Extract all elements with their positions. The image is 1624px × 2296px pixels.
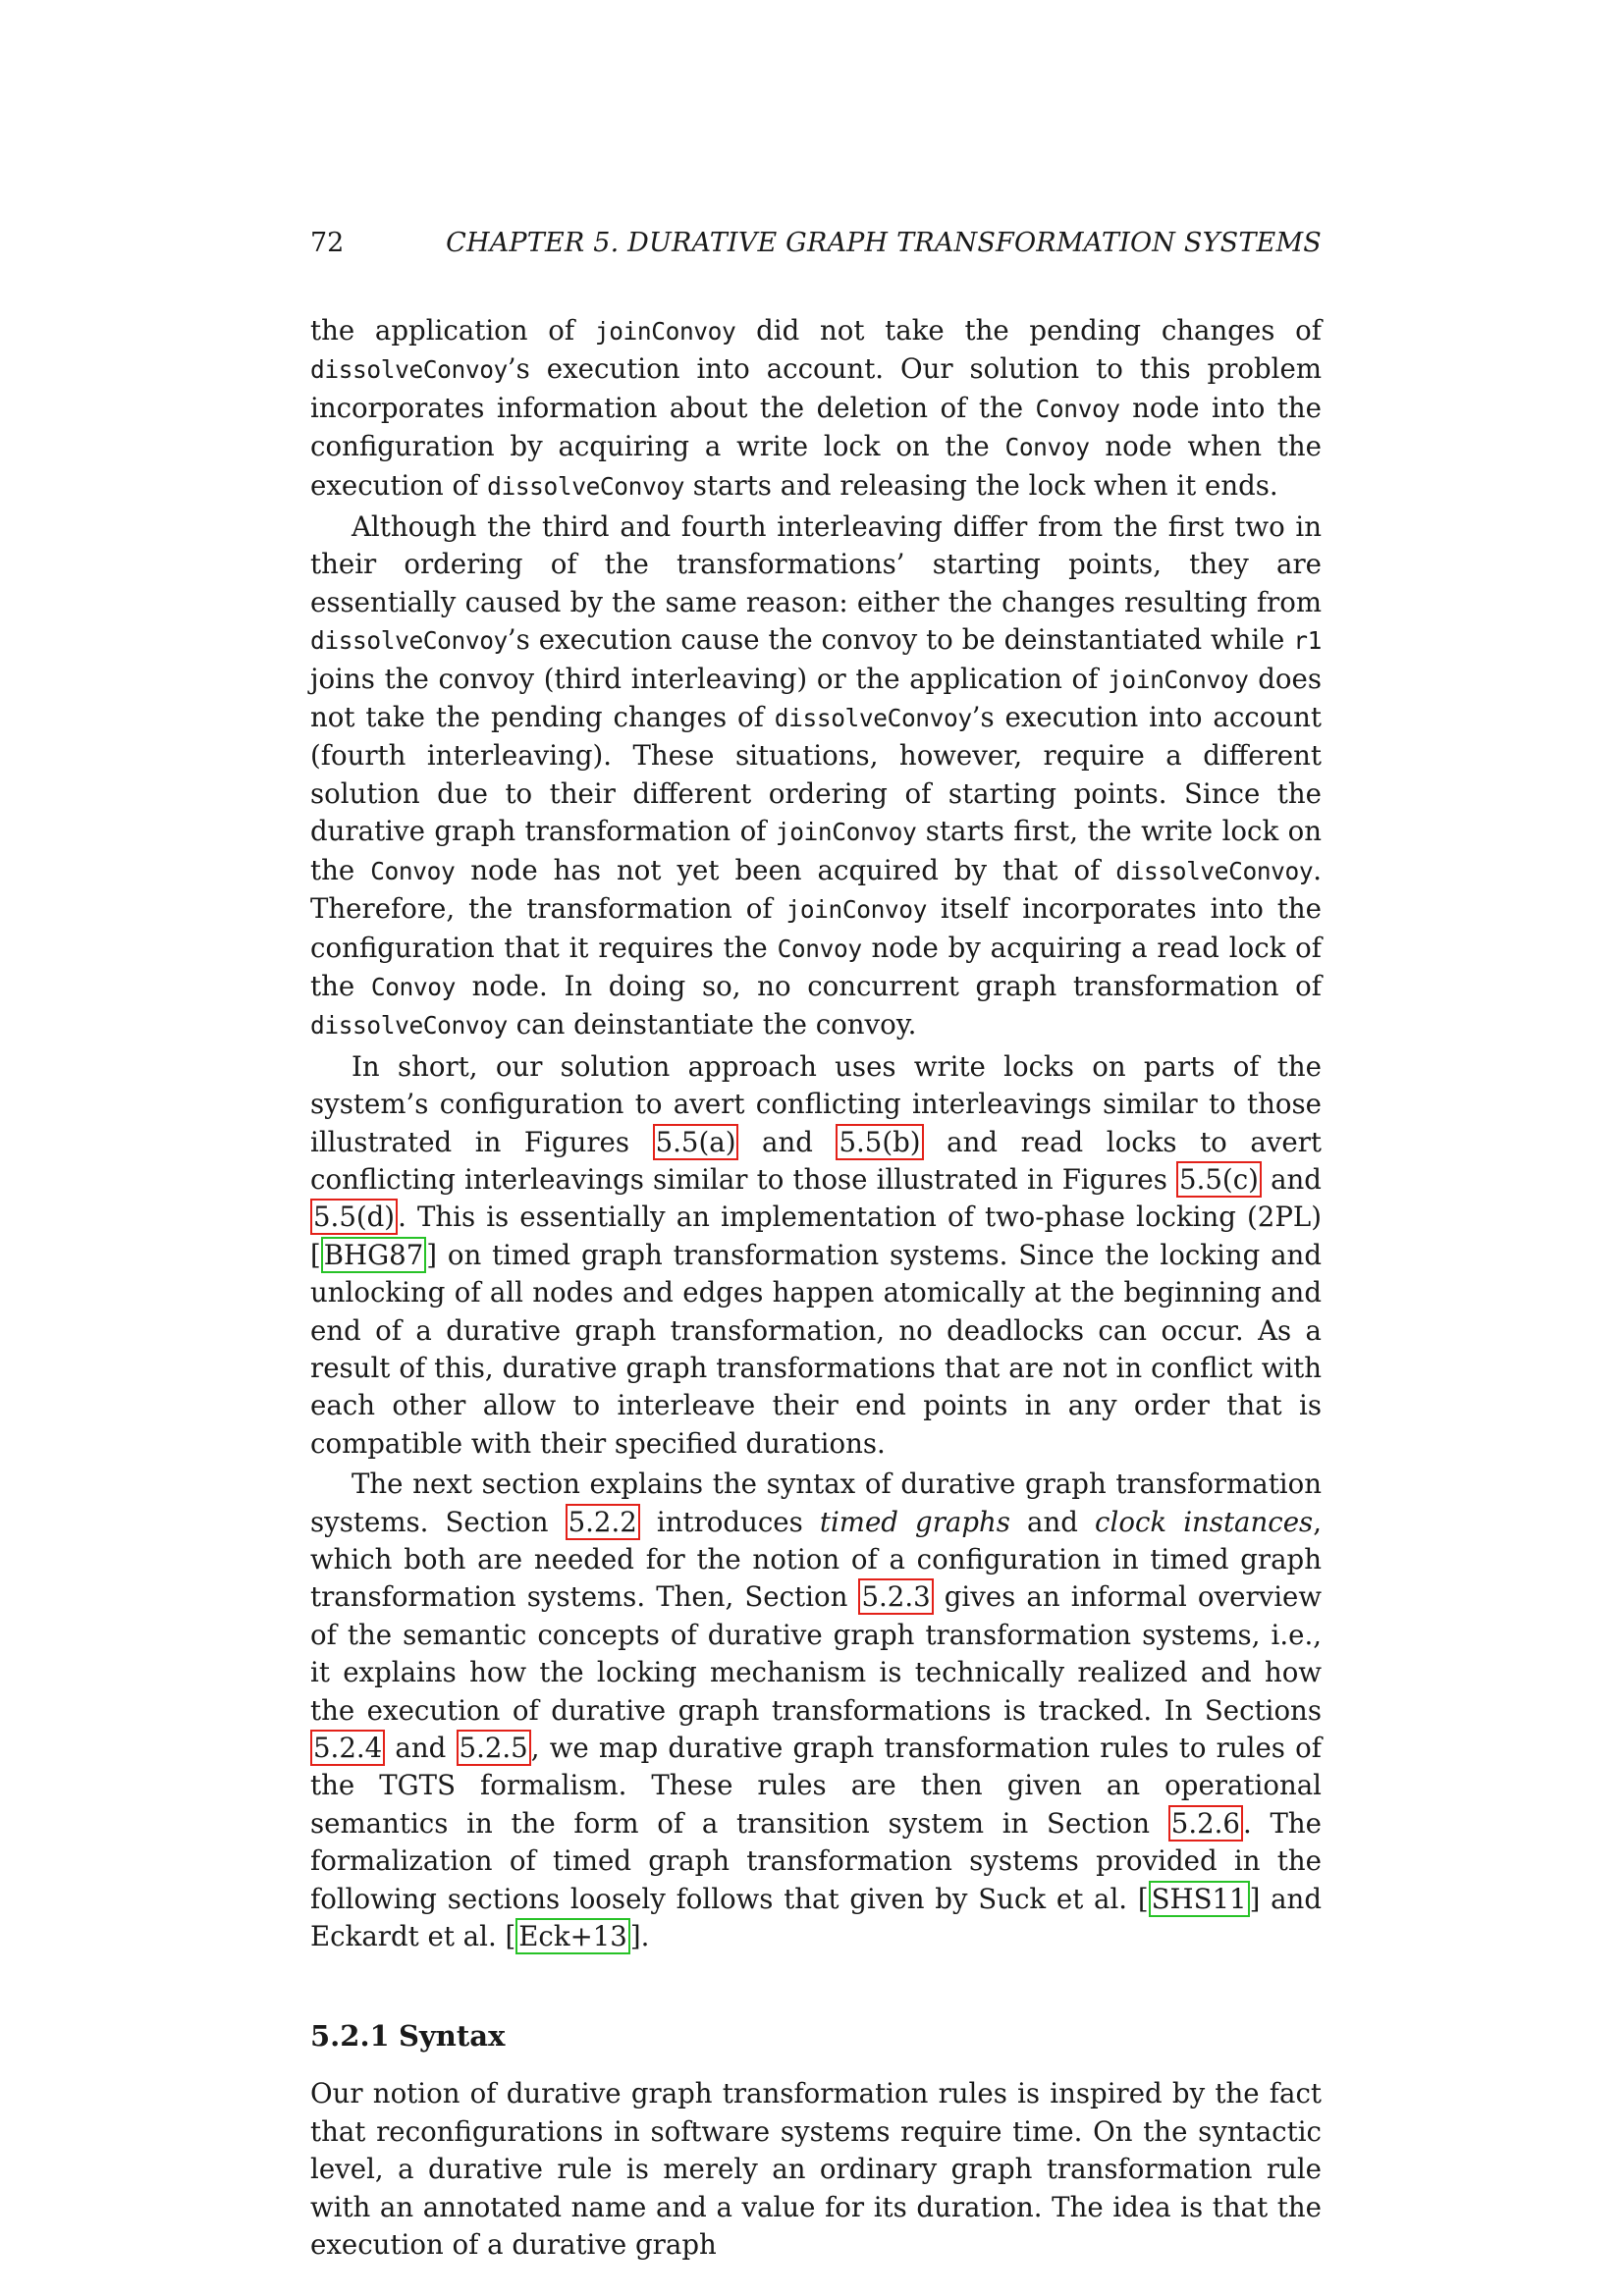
paragraph-5 bbox=[310, 2075, 1322, 2264]
section-title: Syntax bbox=[399, 2019, 506, 2054]
text: ]. bbox=[629, 1920, 650, 1953]
citation-link[interactable]: Eck+13 bbox=[515, 1918, 630, 1954]
text: In short, our solution approach uses write locks on parts of the system’s configuration to avert conflicting interleavings similar to those illustrated in Figures bbox=[310, 1049, 1322, 1158]
code-term: dissolveConvoy bbox=[487, 471, 685, 501]
text: and read locks to avert conflicting interleavings similar to those illustrated in Figures bbox=[310, 1125, 1323, 1196]
text: . This is essentially an implementation of two-phase locking (2PL) [ bbox=[310, 1201, 1322, 1271]
text: The next section explains the syntax of durative graph transformation systems. Section bbox=[310, 1468, 1322, 1538]
citation-link[interactable]: BHG87 bbox=[321, 1237, 427, 1273]
text: ’s execution into account. Our solution to this problem incorporates information about the deletion of the bbox=[310, 352, 1322, 424]
text: Our notion of durative graph transformation rules is inspired by the fact that reconfigurations in software systems require time. On the syntactic level, a durative rule is merely an ordinary graph transformation rule with an annotated name and a value for its duration. The idea is that the execution of a durative graph bbox=[310, 2077, 1322, 2262]
code-term: Convoy bbox=[1004, 433, 1090, 462]
text: . The formalization of timed graph transformation systems provided in the following sections loosely follows that given by Suck et al. [ bbox=[310, 1806, 1322, 1915]
text: the application of bbox=[310, 314, 595, 347]
text: and bbox=[385, 1732, 457, 1765]
section-number: 5.2.1 bbox=[310, 2019, 390, 2054]
section-ref-link[interactable]: 5.2.5 bbox=[457, 1730, 531, 1766]
code-term: Convoy bbox=[370, 856, 456, 885]
code-term: Convoy bbox=[1035, 394, 1120, 423]
text: node by acquiring a read lock of the bbox=[310, 931, 1322, 1002]
code-term: joinConvoy bbox=[775, 818, 917, 847]
document-page bbox=[310, 222, 1322, 2265]
text: itself incorporates into the configuration that it requires the bbox=[310, 892, 1323, 964]
text: did not take the pending changes of bbox=[735, 314, 1322, 347]
paragraph-3 bbox=[310, 1048, 1322, 1463]
code-term: dissolveConvoy bbox=[310, 355, 508, 385]
running-head bbox=[310, 222, 1322, 265]
code-term: dissolveConvoy bbox=[310, 626, 508, 656]
text: starts first, the write lock on the bbox=[310, 815, 1323, 886]
text: , which both are needed for the notion of a configuration in timed graph transformation systems. Then, Section bbox=[310, 1505, 1322, 1614]
text: Although the third and fourth interleaving differ from the first two in their ordering of the transformations’ starting points, they are essentially caused by the same reason: either the changes resulting from bbox=[310, 510, 1322, 618]
section-ref-link[interactable]: 5.2.6 bbox=[1168, 1805, 1243, 1842]
section-ref-link[interactable]: 5.2.2 bbox=[566, 1504, 640, 1540]
text: introduces bbox=[639, 1505, 820, 1538]
text: and bbox=[1009, 1505, 1096, 1538]
text: joins the convoy (third interleaving) or the application of bbox=[310, 662, 1109, 695]
text: ’s execution into account (fourth interleaving). These situations, however, require a different solution due to their different ordering of starting points. Since the durative graph transformation of bbox=[310, 701, 1322, 848]
code-term: dissolveConvoy bbox=[1115, 856, 1314, 885]
emphasis: clock instances bbox=[1095, 1505, 1314, 1538]
code-term: dissolveConvoy bbox=[774, 704, 972, 733]
chapter-title: CHAPTER 5. DURATIVE GRAPH TRANSFORMATION SYSTEMS bbox=[446, 228, 1322, 258]
section-ref-link[interactable]: 5.2.3 bbox=[858, 1578, 933, 1615]
text: and bbox=[738, 1125, 837, 1158]
figure-ref-link[interactable]: 5.5(b) bbox=[836, 1124, 923, 1160]
text: ] and Eckardt et al. [ bbox=[310, 1882, 1322, 1953]
code-term: Convoy bbox=[370, 972, 456, 1001]
text: node. In doing so, no concurrent graph transformation of bbox=[455, 969, 1322, 1002]
code-term: joinConvoy bbox=[594, 317, 736, 346]
text: can deinstantiate the convoy. bbox=[507, 1008, 917, 1041]
text: ’s execution cause the convoy to be deinstantiated while bbox=[507, 623, 1294, 657]
text: and bbox=[1261, 1162, 1322, 1196]
text: node into the configuration by acquiring a write lock on the bbox=[310, 391, 1322, 463]
text: , we map durative graph transformation rules to rules of the TGTS formalism. These rules are then given an operational semantics in the form of a transition system in Section bbox=[310, 1732, 1322, 1840]
code-term: dissolveConvoy bbox=[310, 1011, 508, 1041]
text: gives an informal overview of the semantic concepts of durative graph transformation systems, i.e., it explains how the locking mechanism is technically realized and how the execution of durative graph transformations is tracked. In Sections bbox=[310, 1580, 1322, 1727]
text: ] on timed graph transformation systems. Since the locking and unlocking of all nodes and edges happen atomically at the beginning and end of a durative graph transformation, no deadlocks can occur. As a result of this, durative graph transformations that are not in conflict with each other allow to interleave their end points in any order that is compatible with their specified durations. bbox=[310, 1238, 1322, 1460]
figure-ref-link[interactable]: 5.5(d) bbox=[310, 1199, 398, 1235]
text: node has not yet been acquired by that of bbox=[455, 853, 1116, 886]
code-term: Convoy bbox=[777, 934, 862, 963]
paragraph-1 bbox=[310, 312, 1322, 506]
citation-link[interactable]: SHS11 bbox=[1149, 1881, 1250, 1917]
emphasis: timed graphs bbox=[819, 1505, 1010, 1538]
text: . Therefore, the transformation of bbox=[310, 853, 1322, 926]
body-text bbox=[310, 312, 1322, 2265]
figure-ref-link[interactable]: 5.5(c) bbox=[1176, 1161, 1262, 1198]
paragraph-4 bbox=[310, 1466, 1322, 1955]
code-term: r1 bbox=[1293, 626, 1322, 656]
paragraph-2 bbox=[310, 508, 1322, 1045]
code-term: joinConvoy bbox=[1108, 665, 1249, 694]
section-ref-link[interactable]: 5.2.4 bbox=[310, 1730, 385, 1766]
section-heading bbox=[310, 2016, 1322, 2056]
code-term: joinConvoy bbox=[785, 895, 927, 925]
figure-ref-link[interactable]: 5.5(a) bbox=[653, 1124, 739, 1160]
page-number: 72 bbox=[310, 228, 345, 258]
text: does not take the pending changes of bbox=[310, 662, 1322, 734]
text: node when the execution of bbox=[310, 430, 1322, 502]
text: starts and releasing the lock when it ends. bbox=[684, 468, 1278, 502]
